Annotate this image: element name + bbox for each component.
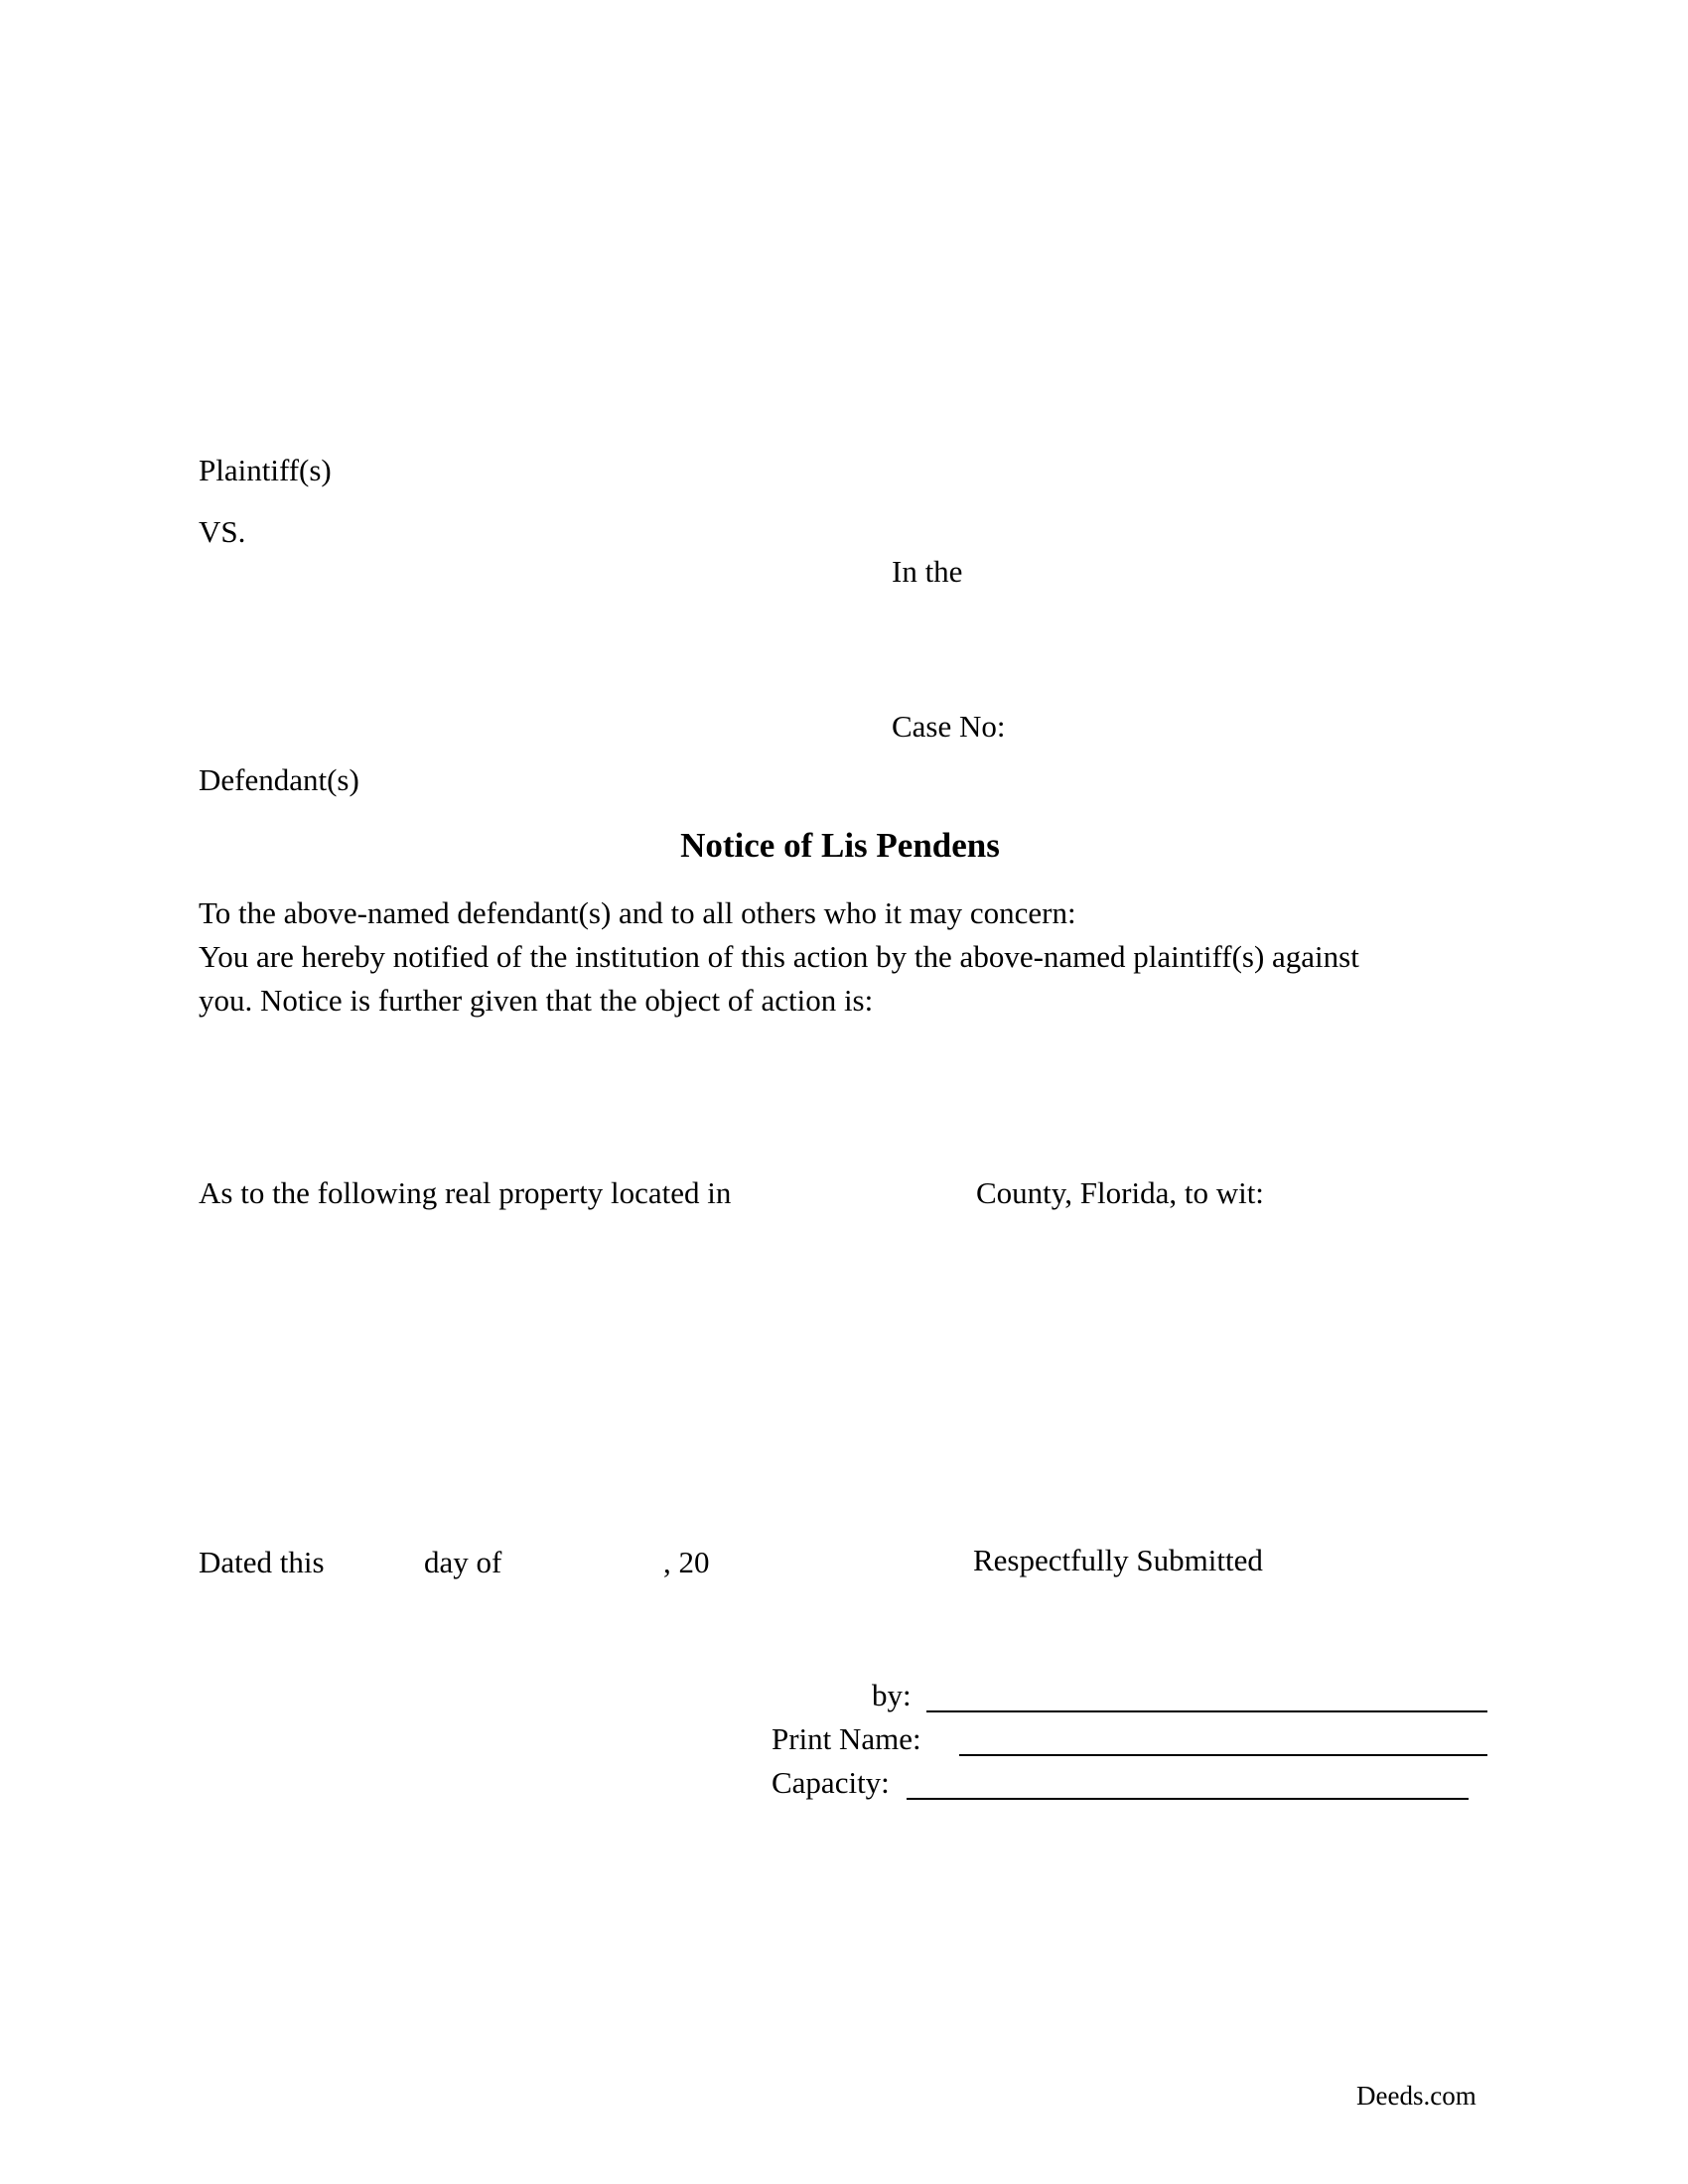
property-location-prefix: As to the following real property located in [199,1175,732,1210]
respectfully-submitted-label: Respectfully Submitted [973,1543,1263,1577]
print-name-label: Print Name: [772,1721,921,1756]
by-label: by: [872,1678,912,1712]
notice-body-line-2: you. Notice is further given that the object of action is: [199,983,874,1018]
case-number-label: Case No: [892,709,1006,744]
court-label: In the [892,554,963,589]
signature-line[interactable] [926,1710,1487,1712]
plaintiff-label: Plaintiff(s) [199,453,332,487]
defendant-label: Defendant(s) [199,762,359,797]
capacity-line[interactable] [907,1798,1469,1800]
dated-this-label: Dated this [199,1545,325,1579]
property-location-suffix: County, Florida, to wit: [976,1175,1264,1210]
print-name-line[interactable] [959,1754,1487,1756]
document-title-text: Notice of Lis Pendens [680,826,1000,865]
notice-body-line-1: You are hereby notified of the institution of this action by the above-named plaintiff(s) against [199,939,1359,974]
day-of-label: day of [424,1545,502,1579]
footer-brand: Deeds.com [1356,2081,1477,2111]
capacity-label: Capacity: [772,1765,890,1800]
versus-label: VS. [199,514,246,549]
year-prefix-label: , 20 [663,1545,710,1579]
document-title [0,828,1688,863]
notice-addressee-line: To the above-named defendant(s) and to all others who it may concern: [199,895,1076,930]
